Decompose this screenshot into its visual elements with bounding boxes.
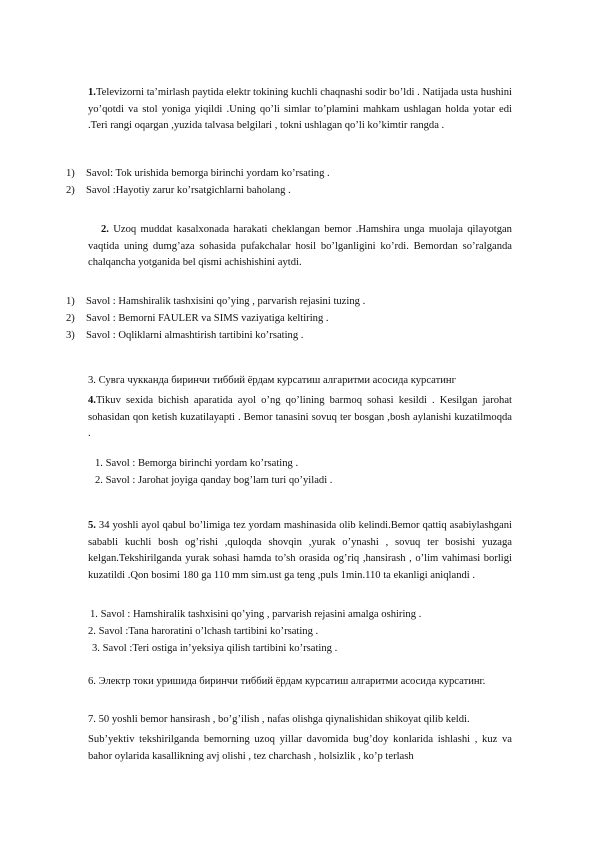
question-6 — [88, 674, 485, 691]
question-5 — [88, 518, 512, 584]
question-7 — [88, 712, 470, 729]
question-7-text: 50 yoshli bemor hansirash , bo’g’ilish , nafas olishga qiynalishidan shikoyat qilib keldi. — [95, 714, 470, 725]
question-3 — [88, 373, 456, 390]
q5-item-2: 2. Savol :Tana haroratini o’lchash tartibini ko’rsating . — [88, 626, 319, 637]
question-7-number: 7. — [88, 714, 96, 725]
q4-item-1: 1. Savol : Bemorga birinchi yordam ko’rsating . — [95, 458, 299, 469]
question-4-text: Tikuv sexida bichish aparatida ayol o’ng qo’lining barmoq sohasi kesildi . Kesilgan jarohat sohasidan qon ketish kuzatilayapti . Bemor tanasini sovuq ter bosgan ,bosh aylanishi kuzatilmoqda . — [88, 395, 512, 440]
question-4-number: 4. — [88, 395, 96, 406]
question-7-continuation: Sub’yektiv tekshirilganda bemorning uzoq yillar davomida bug’doy konlarida ishlashi , kuz va bahor oylarida kasallikning avj olishi , tez charchash , holsizlik , ko’p terlash — [88, 734, 512, 762]
q2-item-1: Savol : Hamshiralik tashxisini qo’ying , parvarish rejasini tuzing . — [86, 296, 366, 307]
q1-item-1: Savol: Tok urishida bemorga birinchi yordam ko’rsating . — [86, 168, 330, 179]
q1-item-2: Savol :Hayotiy zarur ko’rsatgichlarni baholang . — [86, 185, 291, 196]
q2-item-1-number: 1) — [66, 296, 75, 307]
question-2 — [88, 222, 512, 272]
question-6-number: 6 — [88, 676, 94, 687]
q2-item-3-number: 3) — [66, 330, 75, 341]
question-1 — [88, 85, 512, 135]
q1-item-1-number: 1) — [66, 168, 75, 179]
q2-item-2-number: 2) — [66, 313, 75, 324]
q2-item-3: Savol : Oqliklarni almashtirish tartibini ko’rsating . — [86, 330, 304, 341]
question-5-text: 34 yoshli ayol qabul bo’limiga tez yordam mashinasida olib kelindi.Bemor qattiq asabiylashgani sababli kuchli bosh og’rishi ,quloqda shovqin ,yurak o’ynashi , sovuq ter bosishi yuzaga kelgan.Tekshirilganda yurak sohasi hamda to’sh orasida og’riq ,hansirash , o’lim vahimasi borligi kuzatildi .Qon bosimi 180 ga 110 mm sim.ust ga teng ,puls 1min.110 ta ekanligi aniqlandi . — [88, 520, 512, 581]
q1-item-2-number: 2) — [66, 185, 75, 196]
question-2-text: Uzoq muddat kasalxonada harakati cheklangan bemor .Hamshira unga muolaja qilayotgan vaqtida uning dumg’aza sohasida pufakchalar hosil bo’lganligini ko’rdi. Bemordan so’ralganda chalqancha yotganida bel qismi achishishini aytdi. — [88, 224, 512, 269]
question-3-text: Сувга чукканда биринчи тиббий ёрдам курсатиш алгаритми асосида курсатинг — [98, 375, 456, 386]
question-5-number: 5. — [88, 520, 96, 531]
q2-item-2: Savol : Bemorni FAULER va SIMS vaziyatiga keltiring . — [86, 313, 329, 324]
q4-item-2: 2. Savol : Jarohat joyiga qanday bog’lam turi qo’yiladi . — [95, 475, 333, 486]
question-2-number: 2. — [101, 224, 109, 235]
question-6-text: . Электр токи уришида биринчи тиббий ёрдам курсатиш алгаритми асосида курсатинг. — [93, 676, 486, 687]
question-1-number: 1. — [88, 87, 96, 98]
question-3-number: 3. — [88, 375, 96, 386]
q5-item-1: 1. Savol : Hamshiralik tashxisini qo’ying , parvarish rejasini amalga oshiring . — [90, 609, 422, 620]
q5-item-3: 3. Savol :Teri ostiga in’yeksiya qilish tartibini ko’rsating . — [92, 643, 338, 654]
question-1-text: Televizorni ta’mirlash paytida elektr tokining kuchli chaqnashi sodir bo’ldi . Natijada usta hushini yo’qotdi va stol yoniga yiqildi .Uning qo’li simlar to’plamini mahkam ushlagan holda yotar edi .Teri rangi oqargan ,yuzida talvasa belgilari , tokni ushlagan qo’li ko’kimtir rangda . — [88, 87, 512, 132]
question-4 — [88, 393, 512, 443]
